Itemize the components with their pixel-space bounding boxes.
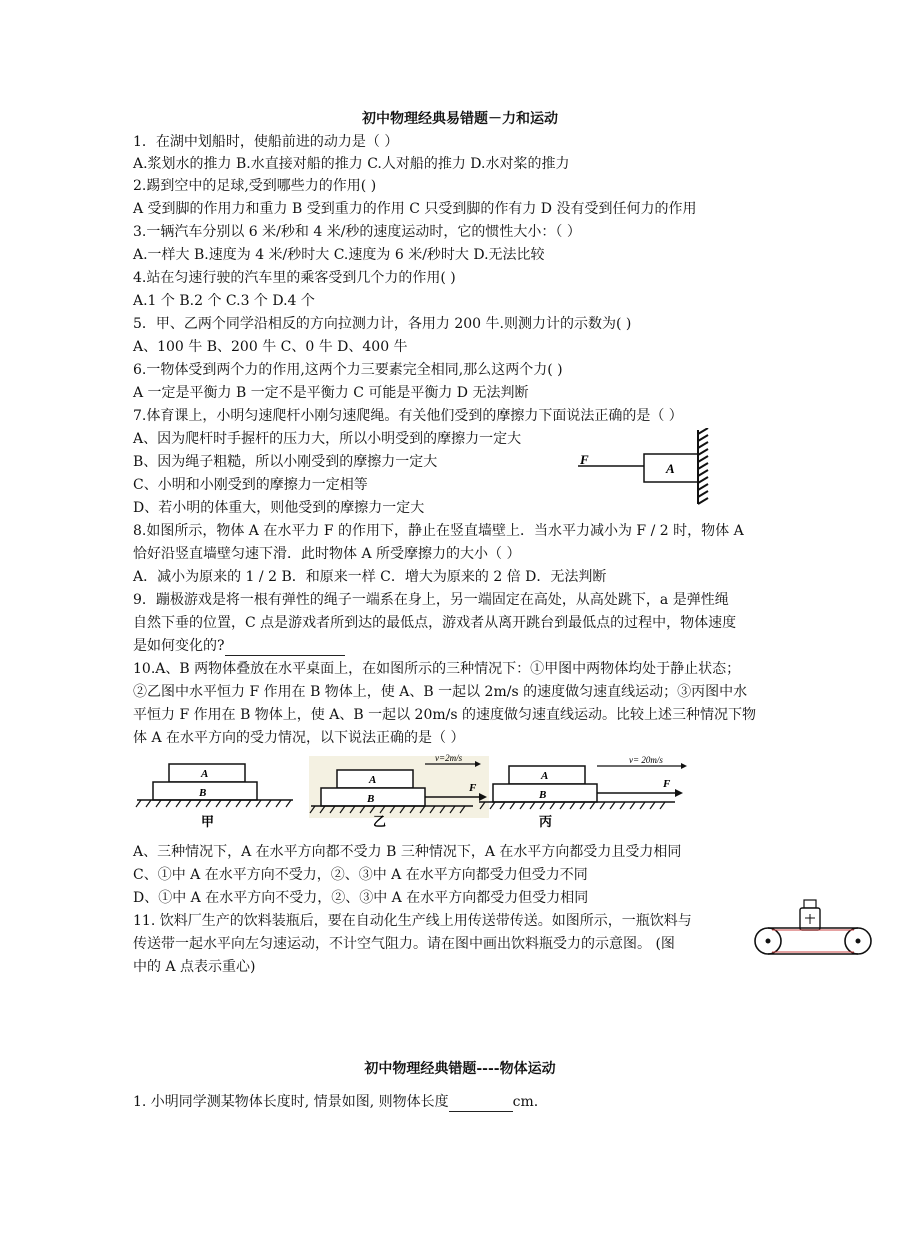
block-a-label: A (369, 774, 377, 786)
block-b-label: B (199, 787, 207, 799)
conveyor-bottle-figure (752, 896, 878, 964)
question-line: C、小明和小刚受到的摩擦力一定相等 (133, 477, 368, 493)
question-line: B、因为绳子粗糙，所以小刚受到的摩擦力一定大 (133, 454, 438, 470)
question-line: A．减小为原来的 1 / 2 B．和原来一样 C．增大为原来的 2 倍 D．无法判断 (133, 569, 607, 585)
answer-blank[interactable] (225, 639, 345, 656)
diagram-bing (479, 755, 687, 830)
stacked-blocks-figure (135, 752, 700, 830)
question-line: 4.站在匀速行驶的汽车里的乘客受到几个力的作用( ) (133, 270, 456, 286)
question-line: 1．在湖中划船时，使船前进的动力是（ ） (133, 134, 399, 150)
question-line: A.1 个 B.2 个 C.3 个 D.4 个 (133, 293, 315, 309)
question-line: 2.踢到空中的足球,受到哪些力的作用( ) (133, 178, 377, 194)
force-label: F (580, 452, 589, 467)
question-line: A.一样大 B.速度为 4 米/秒时大 C.速度为 6 米/秒时大 D.无法比较 (133, 247, 545, 263)
question-line: A 一定是平衡力 B 一定不是平衡力 C 可能是平衡力 D 无法判断 (133, 385, 529, 401)
question-line: D、若小明的体重大，则他受到的摩擦力一定大 (133, 500, 425, 516)
block-b-label: B (367, 793, 375, 805)
caption-yi: 乙 (373, 815, 387, 830)
question-text: 1. 小明同学测某物体长度时, 情景如图, 则物体长度 (133, 1094, 449, 1110)
question-line: 10.A、B 两物体叠放在水平桌面上，在如图所示的三种情况下：①甲图中两物体均处于静止状态； (133, 661, 741, 677)
unit-text: cm. (512, 1094, 539, 1110)
question-line: 8.如图所示，物体 A 在水平力 F 的作用下，静止在竖直墙壁上．当水平力减小为 F / 2 时，物体 A (133, 523, 744, 539)
question-line: 5．甲、乙两个同学沿相反的方向拉测力计，各用力 200 牛.则测力计的示数为( ) (133, 316, 632, 332)
wall-block-figure (574, 428, 720, 508)
question-line: 体 A 在水平方向的受力情况，以下说法正确的是（ ） (133, 730, 465, 746)
option-line: D、①中 A 在水平方向不受力，②、③中 A 在水平方向都受力但受力相同 (133, 890, 589, 906)
velocity-label: v= 20m/s (629, 755, 663, 765)
option-line: C、①中 A 在水平方向不受力，②、③中 A 在水平方向都受力但受力不同 (133, 867, 588, 883)
block-a-label: A (541, 770, 549, 782)
velocity-label: v=2m/s (435, 753, 463, 763)
answer-blank[interactable] (449, 1095, 513, 1112)
question-line (133, 1092, 538, 1112)
question-line: A 受到脚的作用力和重力 B 受到重力的作用 C 只受到脚的作有力 D 没有受到任何力的作用 (133, 201, 697, 217)
diagram-yi (309, 753, 489, 830)
question-line: 传送带一起水平向左匀速运动，不计空气阻力。请在图中画出饮料瓶受力的示意图。 (图 (133, 936, 675, 952)
question-line: 自然下垂的位置，C 点是游戏者所到达的最低点，游戏者从离开跳台到最低点的过程中，物体速度 (133, 615, 737, 631)
caption-bing: 丙 (539, 815, 553, 830)
question-line: ②乙图中水平恒力 F 作用在 B 物体上，使 A、B 一起以 2m/s 的速度做匀速直线运动；③丙图中水 (133, 684, 748, 700)
force-label: F (663, 778, 671, 790)
question-line: 恰好沿竖直墙壁匀速下滑．此时物体 A 所受摩擦力的大小（ ） (133, 546, 521, 562)
question-line: A、因为爬杆时手握杆的压力大，所以小明受到的摩擦力一定大 (133, 431, 522, 447)
question-line: 11. 饮料厂生产的饮料装瓶后，要在自动化生产线上用传送带传送。如图所示，一瓶饮料与 (133, 913, 692, 929)
title-section2: 初中物理经典错题----物体运动 (364, 1061, 556, 1077)
title-section1: 初中物理经典易错题－力和运动 (362, 111, 558, 127)
question-text: 是如何变化的? (133, 638, 225, 654)
question-line (133, 636, 345, 656)
question-line: A.浆划水的推力 B.水直接对船的推力 C.人对船的推力 D.水对桨的推力 (133, 156, 570, 172)
question-line: 中的 A 点表示重心) (133, 959, 256, 975)
question-line: 平恒力 F 作用在 B 物体上，使 A、B 一起以 20m/s 的速度做匀速直线运动。比较上述三种情况下物 (133, 707, 756, 723)
caption-jia: 甲 (201, 815, 215, 830)
question-line: 7.体育课上，小明匀速爬杆小刚匀速爬绳。有关他们受到的摩擦力下面说法正确的是（ ） (133, 408, 683, 424)
question-line: 3.一辆汽车分别以 6 米/秒和 4 米/秒的速度运动时，它的惯性大小：（ ） (133, 224, 581, 240)
question-line: A、100 牛 B、200 牛 C、0 牛 D、400 牛 (133, 339, 408, 355)
question-line: 9．蹦极游戏是将一根有弹性的绳子一端系在身上，另一端固定在高处，从高处跳下，a 是弹性绳 (133, 592, 729, 608)
block-label: A (666, 461, 675, 476)
block-a-label: A (201, 768, 209, 780)
block-b-label: B (539, 789, 547, 801)
force-label: F (469, 782, 477, 794)
question-line: 6.一物体受到两个力的作用,这两个力三要素完全相同,那么这两个力( ) (133, 362, 563, 378)
option-line: A、三种情况下，A 在水平方向都不受力 B 三种情况下，A 在水平方向都受力且受力相同 (133, 844, 682, 860)
diagram-jia (136, 764, 293, 830)
